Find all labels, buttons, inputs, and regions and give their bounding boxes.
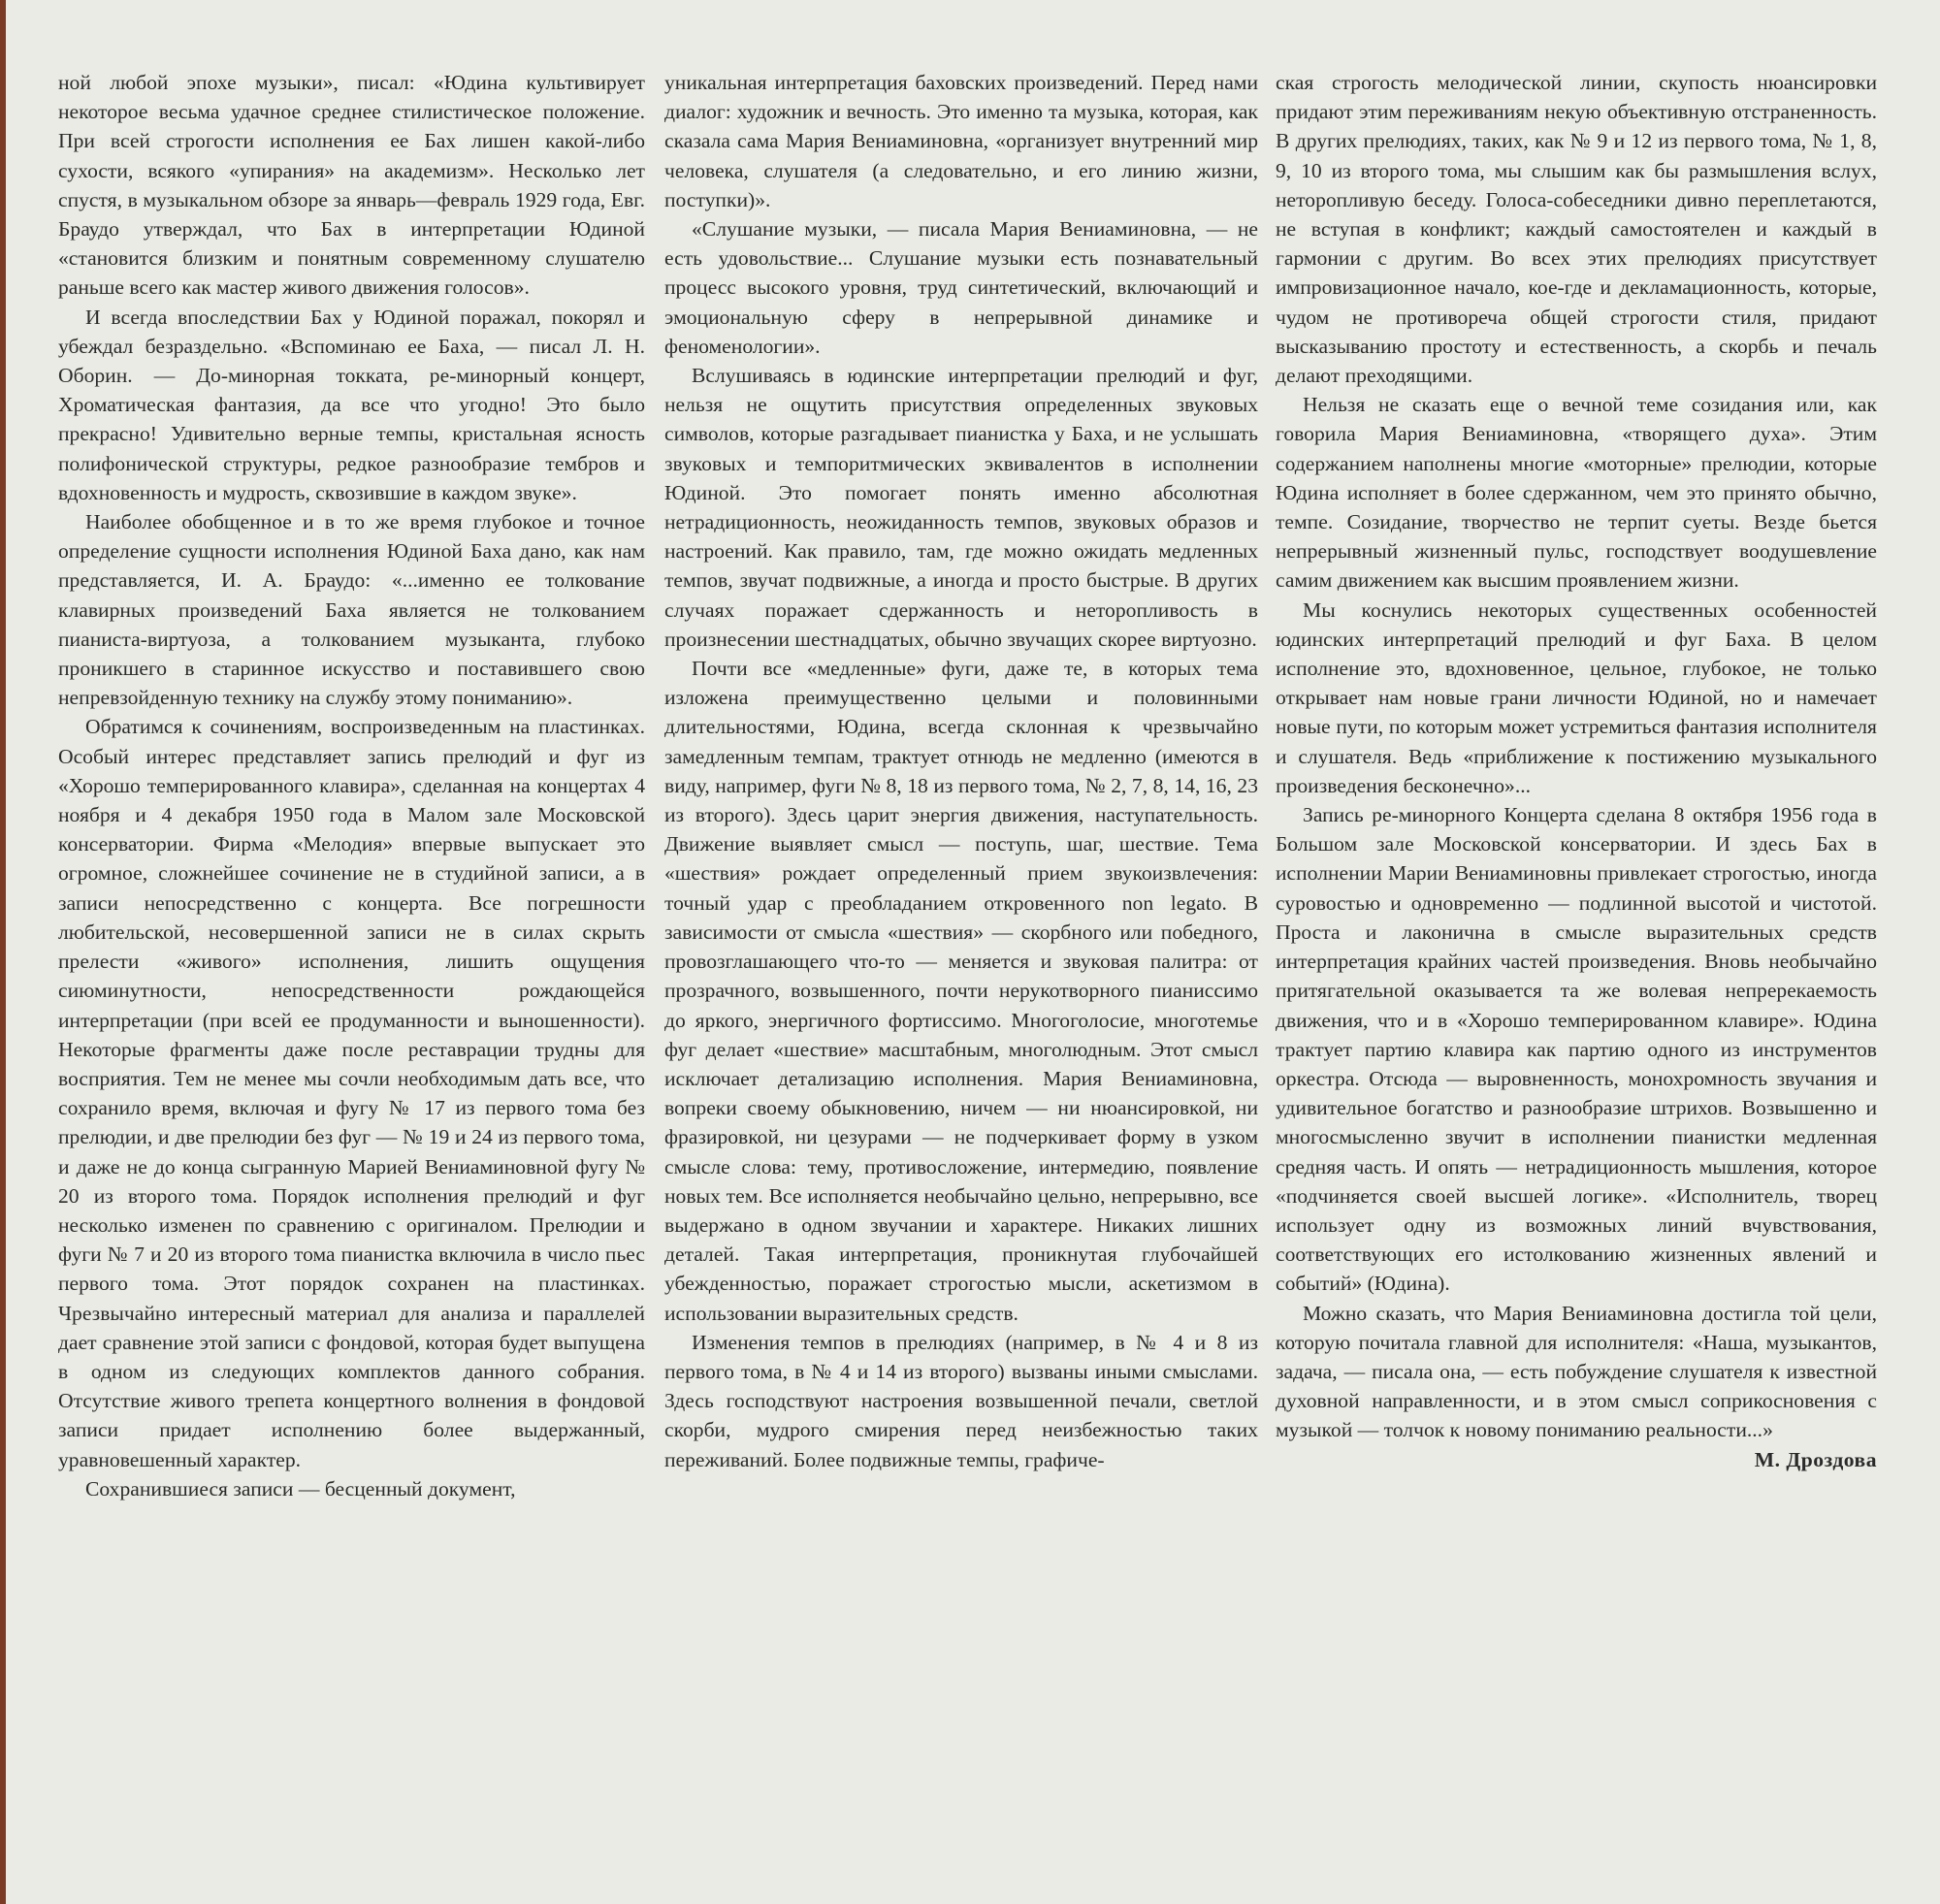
paragraph: Обратимся к сочинениям, воспроизведенным на пластинках. Особый интерес представляет запись прелюдий и фуг из «Хорошо темперированного клавира», сделанная на концертах 4 ноября и 4 декабря 1950 года в Малом зале Московской консерватории. Фирма «Мелодия» впервые выпускает это огромное, сложнейшее сочинение не в студийной записи, а в записи непосредственно с концерта. Все погрешности любительской, несовершенной записи не в силах скрыть прелести «живого» исполнения, лишить ощущения сиюминутности, непосредственности рождающейся интерпретации (при всей ее продуманности и выношенности). Некоторые фрагменты даже после реставрации трудны для восприятия. Тем не менее мы сочли необходимым дать все, что сохранило время, включая и фугу № 17 из первого тома без прелюдии, и две прелюдии без фуг — № 19 и 24 из первого тома, и даже не до конца сыгранную Марией Вениаминовной фугу № 20 из второго тома. Порядок исполнения прелюдий и фуг несколько изменен по сравнению с оригиналом. Прелюдии и фуги № 7 и 20 из второго тома пианистка включила в число пьес первого тома. Этот порядок сохранен на пластинках. Чрезвычайно интересный материал для анализа и параллелей дает сравнение этой записи с фондовой, которая будет выпущена в одном из следующих комплектов данного собрания. Отсутствие живого трепета концертного волнения в фондовой записи придает исполнению более выдержанный, уравновешенный характер. [58, 715, 645, 1471]
column-3 [1276, 68, 1877, 1474]
paragraph: ская строгость мелодической линии, скупость нюансировки придают этим переживаниям некую объективную отстраненность. В других прелюдиях, таких, как № 9 и 12 из первого тома, № 1, 8, 9, 10 из второго тома, мы слышим как бы размышления вслух, неторопливую беседу. Голоса-собеседники дивно переплетаются, не вступая в конфликт; каждый самостоятелен и каждый в гармонии с другим. Во всех этих прелюдиях присутствует импровизационное начало, кое-где и декламационность, которые, чудом не противореча общей строгости стиля, придают высказыванию простоту и естественность, а скорбь и печаль делают преходящими. [1276, 71, 1877, 388]
article-page [58, 68, 1882, 1891]
author-signature: М. Дроздова [1754, 1447, 1877, 1471]
paragraph: Нельзя не сказать еще о вечной теме созидания или, как говорила Мария Вениаминовна, «творящего духа». Этим содержанием наполнены многие «моторные» прелюдии, которые Юдина исполняет в более сдержанном, чем это принято обычно, темпе. Созидание, творчество не терпит суеты. Везде бьется непрерывный жизненный пульс, господствует воодушевление самим движением как высшим проявлением жизни. [1276, 393, 1877, 593]
paragraph: Изменения темпов в прелюдиях (например, в № 4 и 8 из первого тома, в № 4 и 14 из второго) вызваны иными смыслами. Здесь господствуют настроения возвышенной печали, светлой скорби, мудрого смирения перед неизбежностью таких переживаний. Более подвижные темпы, графиче- [664, 1330, 1258, 1471]
paragraph: Сохранившиеся записи — бесценный документ, [85, 1476, 516, 1501]
paragraph: ной любой эпохе музыки», писал: «Юдина культивирует некоторое весьма удачное среднее стилистическое положение. При всей строгости исполнения ее Бах лишен какой-либо сухости, всякого «упирания» на академизм». Несколько лет спустя, в музыкальном обзоре за январь—февраль 1929 года, Евг. Браудо утверждал, что Бах в интерпретации Юдиной «становится близким и понятным современному слушателю раньше всего как мастер живого движения голосов». [58, 71, 645, 300]
column-2 [664, 68, 1258, 1474]
paragraph: Вслушиваясь в юдинские интерпретации прелюдий и фуг, нельзя не ощутить присутствия определенных звуковых символов, которые разгадывает пианистка у Баха, и не услышать звуковых и темпоритмических эквивалентов в исполнении Юдиной. Это помогает понять именно абсолютная нетрадиционность, неожиданность темпов, звуковых образов и настроений. Как правило, там, где можно ожидать медленных темпов, звучат подвижные, а иногда и просто быстрые. В других случаях поражает сдержанность и неторопливость в произнесении шестнадцатых, обычно звучащих скорее виртуозно. [664, 364, 1258, 651]
paragraph: уникальная интерпретация баховских произведений. Перед нами диалог: художник и вечность. Это именно та музыка, которая, как сказала сама Мария Вениаминовна, «организует внутренний мир человека, слушателя (а следовательно, и его линию жизни, поступки)». [664, 71, 1258, 211]
paragraph: Наиболее обобщенное и в то же время глубокое и точное определение сущности исполнения Юдиной Баха дано, как нам представляется, И. А. Браудо: «...именно ее толкование клавирных произведений Баха является не толкованием пианиста-виртуоза, а толкованием музыканта, глубоко проникшего в старинное искусство и поставившего свою непревзойденную технику на службу этому пониманию». [58, 510, 645, 710]
paragraph: Можно сказать, что Мария Вениаминовна достигла той цели, которую почитала главной для исполнителя: «Наша, музыкантов, задача, — писала она, — есть побуждение слушателя к известной духовной направленности, и в этом смысл соприкосновения с музыкой — толчок к новому пониманию реальности...» [1276, 1301, 1877, 1442]
paragraph: Запись ре-минорного Концерта сделана 8 октября 1956 года в Большом зале Московской консерватории. И здесь Бах в исполнении Марии Вениаминовны привлекает строгостью, иногда суровостью и одновременно — подлинной высотой и чистотой. Проста и лаконична в смысле выразительных средств интерпретация крайних частей произведения. Вновь необычайно притягательной оказывается та же волевая непререкаемость движения, что и в «Хорошо темперированном клавире». Юдина трактует партию клавира как партию одного из инструментов оркестра. Отсюда — выровненность, монохромность звучания и удивительное богатство и разнообразие штрихов. Возвышенно и многосмысленно звучит в исполнении пианистки медленная средняя часть. И опять — нетрадиционность мышления, которое «подчиняется своей высшей логике». «Исполнитель, творец использует одну из возможных линий вчувствования, соответствующих его истолкованию жизненных явлений и событий» (Юдина). [1276, 803, 1877, 1296]
paragraph: И всегда впоследствии Бах у Юдиной поражал, покорял и убеждал безраздельно. «Вспоминаю ее Баха, — писал Л. Н. Оборин. — До-минорная токката, ре-минорный концерт, Хроматическая фантазия, да все что угодно! Это было прекрасно! Удивительно верные темпы, кристальная ясность полифонической структуры, редкое разнообразие тембров и вдохновенность и мудрость, сквозившие в каждом звуке». [58, 305, 645, 504]
paragraph: Мы коснулись некоторых существенных особенностей юдинских интерпретаций прелюдий и фуг Баха. В целом исполнение это, вдохновенное, цельное, глубокое, не только открывает нам новые грани личности Юдиной, но и намечает новые пути, по которым может устремиться фантазия исполнителя и слушателя. Ведь «приближение к постижению музыкального произведения бесконечно»... [1276, 597, 1877, 797]
column-1 [58, 68, 645, 1503]
page-spine [0, 0, 6, 1904]
paragraph: «Слушание музыки, — писала Мария Вениаминовна, — не есть удовольствие... Слушание музыки есть познавательный процесс высокого уровня, труд синтетический, включающий и эмоциональную сферу в непрерывной динамике и феноменологии». [664, 217, 1258, 358]
paragraph: Почти все «медленные» фуги, даже те, в которых тема изложена преимущественно целыми и половинными длительностями, Юдина, всегда склонная к чрезвычайно замедленным темпам, трактует отнюдь не медленно (имеются в виду, например, фуги № 8, 18 из первого тома, № 2, 7, 8, 14, 16, 23 из второго). Здесь царит энергия движения, наступательность. Движение выявляет смысл — поступь, шаг, шествие. Тема «шествия» рождает определенный прием звукоизвлечения: точный удар с преобладанием откровенного non legato. В зависимости от смысла «шествия» — скорбного или победного, провозглашающего что-то — меняется и звуковая палитра: от прозрачного, возвышенного, почти нерукотворного пианиссимо до яркого, энергичного фортиссимо. Многоголосие, многотемье фуг делает «шествие» масштабным, многолюдным. Этот смысл исключает детализацию исполнения. Мария Вениаминовна, вопреки своему обыкновению, ничем — ни нюансировкой, ни фразировкой, ни цезурами — не подчеркивает форму в узком смысле слова: тему, противосложение, интермедию, появление новых тем. Все исполняется необычайно цельно, непрерывно, все выдержано в одном звучании и характере. Никаких лишних деталей. Такая интерпретация, проникнутая глубочайшей убежденностью, поражает строгостью мысли, аскетизмом в использовании выразительных средств. [664, 657, 1258, 1325]
